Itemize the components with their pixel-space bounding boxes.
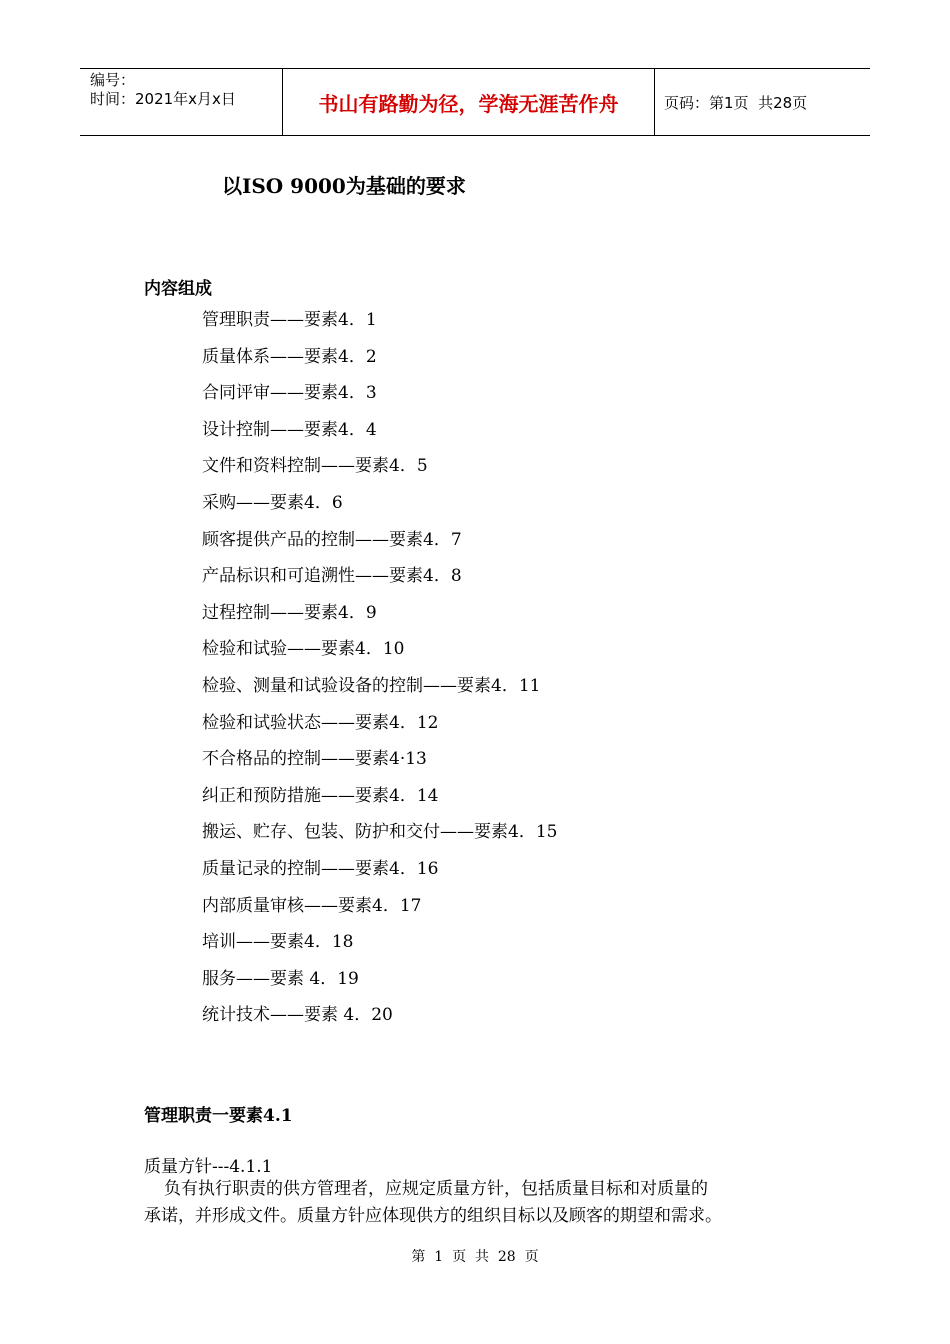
header-meta: [80, 69, 282, 135]
paragraph-line: 承诺，并形成文件。质量方针应体现供方的组织目标以及顾客的期望和需求。: [144, 1206, 722, 1226]
toc-item: 质量记录的控制——要素4．16: [202, 858, 439, 879]
section-heading: 管理职责一要素4.1: [144, 1106, 293, 1126]
number-label: 编号：: [90, 71, 136, 89]
toc-item: 检验、测量和试验设备的控制——要素4．11: [202, 675, 541, 696]
toc-heading: 内容组成: [144, 279, 212, 299]
document-header: [80, 68, 870, 136]
page-footer: 第 1 页 共 28 页: [411, 1249, 539, 1265]
toc-item: 质量体系——要素4．2: [202, 346, 377, 367]
toc-item: 采购——要素4．6: [202, 492, 343, 513]
toc-item: 设计控制——要素4．4: [202, 419, 377, 440]
toc-item: 文件和资料控制——要素4．5: [202, 456, 428, 477]
table-of-contents: [202, 308, 557, 1040]
toc-item: 管理职责——要素4．1: [202, 310, 377, 330]
toc-item: 不合格品的控制——要素4·13: [202, 749, 427, 770]
toc-item: 服务——要素 4．19: [202, 968, 359, 989]
toc-item: 培训——要素4．18: [202, 932, 354, 953]
document-title: 以ISO 9000为基础的要求: [222, 174, 466, 198]
toc-item: 产品标识和可追溯性——要素4．8: [202, 566, 462, 587]
toc-item: 检验和试验——要素4．10: [202, 639, 405, 660]
subsection-heading: 质量方针---4.1.1: [144, 1157, 273, 1177]
time-label: 时间：2021年x月x日: [90, 90, 236, 108]
toc-item: 合同评审——要素4．3: [202, 383, 377, 404]
toc-item: 过程控制——要素4．9: [202, 602, 377, 623]
header-page-info: [655, 69, 870, 135]
toc-item: 搬运、贮存、包装、防护和交付——要素4．15: [202, 822, 558, 843]
toc-item: 内部质量审核——要素4．17: [202, 895, 422, 916]
body-paragraph: [144, 1176, 804, 1230]
toc-item: 统计技术——要素 4．20: [202, 1005, 393, 1026]
header-motto: 书山有路勤为径，学海无涯苦作舟: [282, 69, 655, 135]
toc-item: 纠正和预防措施——要素4．14: [202, 785, 439, 806]
page-info-text: 页码：第1页 共28页: [664, 93, 808, 112]
paragraph-line: 负有执行职责的供方管理者，应规定质量方针，包括质量目标和对质量的: [164, 1179, 708, 1199]
toc-item: 检验和试验状态——要素4．12: [202, 712, 439, 733]
toc-item: 顾客提供产品的控制——要素4．7: [202, 529, 462, 550]
